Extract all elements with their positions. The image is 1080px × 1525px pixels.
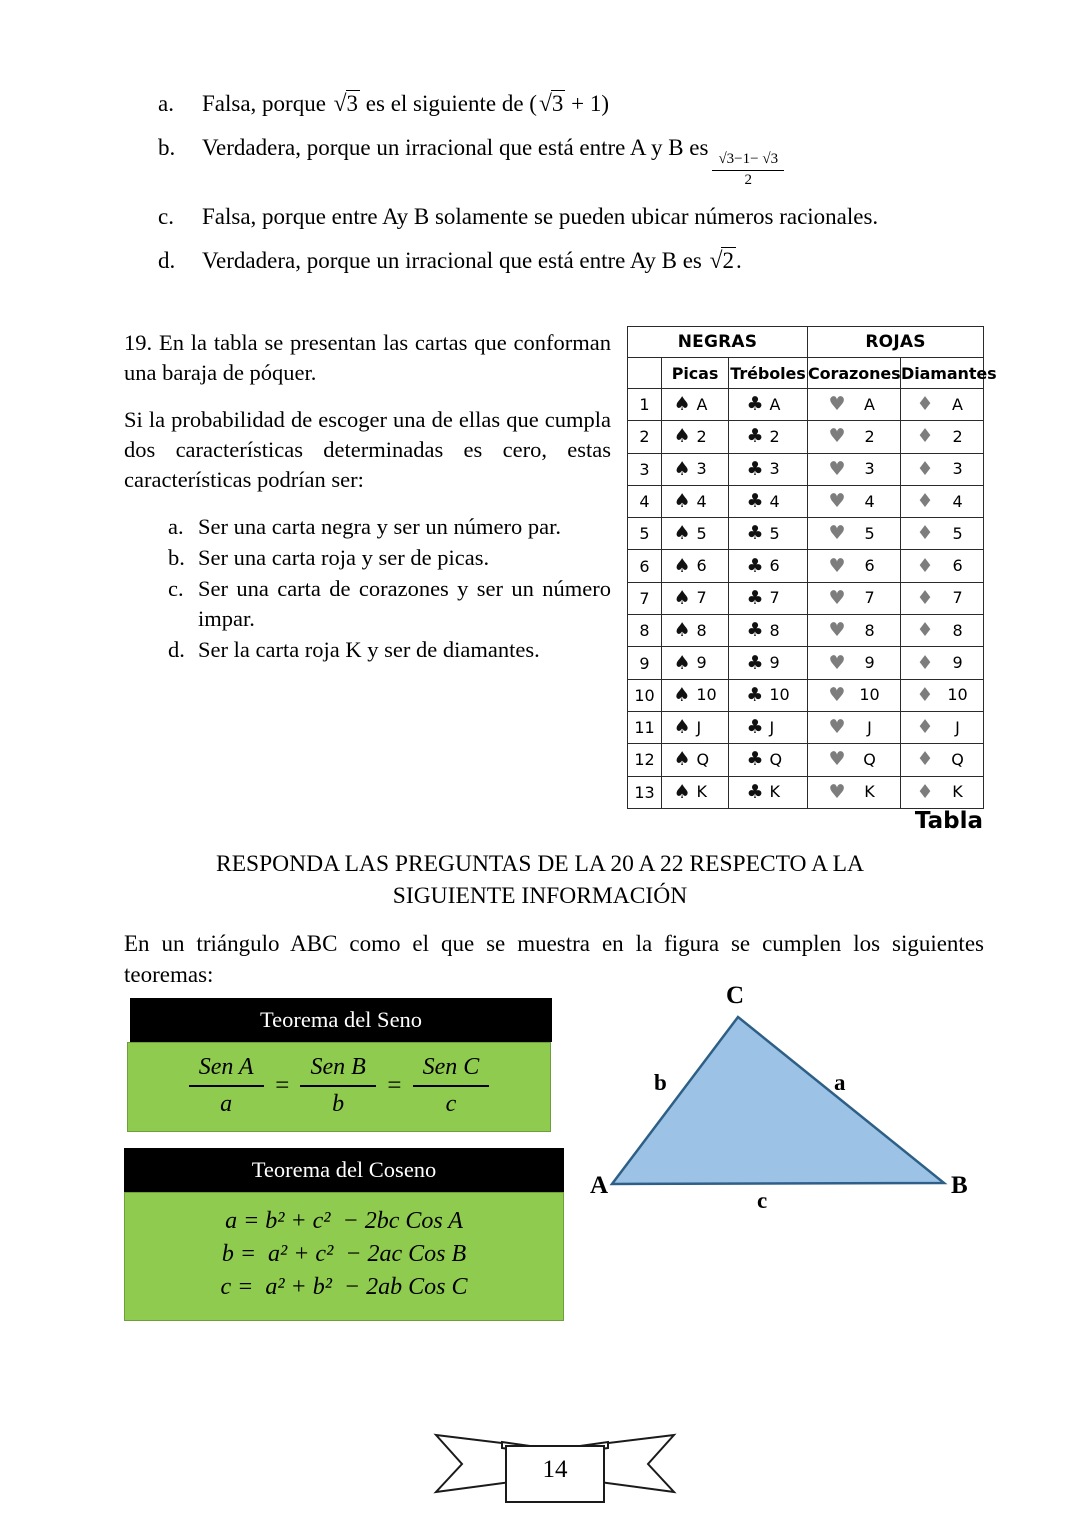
sine-numerator-c: Sen C <box>413 1053 490 1087</box>
card-cell-corazones <box>808 485 901 517</box>
suit-pip-corazones-icon: ♥ <box>828 586 846 609</box>
sine-term-1 <box>189 1053 264 1119</box>
question-19-block <box>124 328 611 666</box>
suit-pip-picas-icon: ♠ <box>673 651 691 674</box>
card-cell-picas <box>662 453 729 485</box>
table-row <box>628 679 984 711</box>
table-row <box>628 582 984 614</box>
row-index: 12 <box>628 744 662 776</box>
suit-pip-corazones-icon: ♥ <box>828 522 846 545</box>
card-rank: Q <box>951 749 964 769</box>
suit-pip-diamantes-icon: ♦ <box>916 780 934 803</box>
theorem-boxes <box>124 998 564 1337</box>
table-row <box>628 550 984 582</box>
sine-numerator-b: Sen B <box>300 1053 375 1087</box>
option-c <box>158 201 988 233</box>
sine-numerator-a: Sen A <box>189 1053 264 1087</box>
radicand: 3 <box>346 91 359 116</box>
option-prefix: Verdadera, porque un irracional que está entre A y B es <box>202 135 709 160</box>
suit-pip-picas-icon: ♠ <box>673 619 691 642</box>
option-d <box>158 245 988 277</box>
card-cell-tréboles <box>729 485 808 517</box>
card-rank: K <box>864 782 875 802</box>
card-rank: 2 <box>952 426 963 446</box>
card-rank: 2 <box>864 426 875 446</box>
suit-pip-tréboles-icon: ♣ <box>746 683 764 706</box>
card-cell-picas <box>662 550 729 582</box>
card-cell-corazones <box>808 582 901 614</box>
table-row <box>628 744 984 776</box>
card-rank: Q <box>769 749 783 769</box>
q19-option-b <box>168 543 611 573</box>
card-rank: 5 <box>864 523 875 543</box>
suit-pip-tréboles-icon: ♣ <box>746 619 764 642</box>
card-cell-tréboles <box>729 711 808 743</box>
card-rank: 8 <box>864 620 875 640</box>
card-cell-tréboles <box>729 615 808 647</box>
card-rank: A <box>696 394 708 414</box>
card-rank: J <box>696 717 702 737</box>
section-intro-paragraph: En un triángulo ABC como el que se muestra en la figura se cumplen los siguientes teoremas: <box>124 931 984 987</box>
card-table-head <box>628 327 997 389</box>
card-rank: 8 <box>769 620 780 640</box>
row-index: 6 <box>628 550 662 582</box>
suit-pip-corazones-icon: ♥ <box>828 619 846 642</box>
table-row <box>628 647 984 679</box>
card-rank: 6 <box>769 556 780 576</box>
card-cell-corazones <box>808 647 901 679</box>
sine-term-2 <box>300 1053 375 1119</box>
column-header-treboles: Tréboles <box>729 358 808 389</box>
cosine-equation-3: c = a² + b² − 2ab Cos C <box>220 1273 468 1300</box>
card-rank: 2 <box>769 426 780 446</box>
vertex-label-b: B <box>951 1172 968 1199</box>
option-text <box>202 132 988 189</box>
option-letter: b. <box>158 135 176 160</box>
card-rank: 4 <box>864 491 875 511</box>
card-rank: 7 <box>952 588 963 608</box>
group-header-negras: NEGRAS <box>628 327 808 358</box>
row-index: 13 <box>628 776 662 808</box>
theorem-cosine-title: Teorema del Coseno <box>124 1148 564 1192</box>
q19-option-a <box>168 512 611 542</box>
card-cell-corazones <box>808 518 901 550</box>
suit-pip-corazones-icon: ♥ <box>828 393 846 416</box>
q19-option-c <box>168 574 611 634</box>
triangle-shape <box>612 1017 944 1184</box>
suit-pip-picas-icon: ♠ <box>673 683 691 706</box>
suit-pip-corazones-icon: ♥ <box>828 490 846 513</box>
card-rank: 7 <box>864 588 875 608</box>
card-cell-picas <box>662 485 729 517</box>
suit-pip-tréboles-icon: ♣ <box>746 651 764 674</box>
option-letter: c. <box>168 576 184 601</box>
table-row <box>628 518 984 550</box>
row-index: 8 <box>628 615 662 647</box>
row-index: 9 <box>628 647 662 679</box>
option-text <box>202 88 988 120</box>
option-letter: b. <box>168 545 185 570</box>
card-cell-tréboles <box>729 647 808 679</box>
row-index: 2 <box>628 421 662 453</box>
suit-pip-picas-icon: ♠ <box>673 393 691 416</box>
card-cell-diamantes <box>901 679 984 711</box>
fraction-numerator: √3−1− √3 <box>712 151 784 170</box>
fraction-denominator: 2 <box>744 171 753 188</box>
card-cell-corazones <box>808 711 901 743</box>
card-rank: K <box>952 782 963 802</box>
radical-sign: √ <box>709 247 723 274</box>
card-cell-picas <box>662 647 729 679</box>
vertex-label-c: C <box>726 982 745 1009</box>
q19-option-d <box>168 635 611 665</box>
column-header-diamantes: Diamantes <box>901 358 984 389</box>
sine-law-equation <box>128 1053 550 1119</box>
row-index: 11 <box>628 711 662 743</box>
card-rank: 9 <box>864 653 875 673</box>
card-rank: Q <box>696 749 710 769</box>
suit-pip-diamantes-icon: ♦ <box>916 522 934 545</box>
option-letter: a. <box>168 514 184 539</box>
row-index: 4 <box>628 485 662 517</box>
card-table-body <box>628 389 984 809</box>
suit-pip-corazones-icon: ♥ <box>828 780 846 803</box>
option-letter: d. <box>168 637 185 662</box>
card-cell-diamantes <box>901 389 984 421</box>
suit-pip-diamantes-icon: ♦ <box>916 619 934 642</box>
card-cell-corazones <box>808 550 901 582</box>
theorem-sine-title: Teorema del Seno <box>130 998 552 1042</box>
card-rank: 8 <box>696 620 707 640</box>
card-rank: 7 <box>696 588 707 608</box>
section-heading-line-1: RESPONDA LAS PREGUNTAS DE LA 20 A 22 RESPECTO A LA <box>216 851 864 877</box>
option-prefix: Falsa, porque <box>202 91 332 116</box>
table-row <box>628 421 984 453</box>
suit-pip-corazones-icon: ♥ <box>828 748 846 771</box>
card-cell-picas <box>662 711 729 743</box>
section-heading-line-2: SIGUIENTE INFORMACIÓN <box>392 883 688 909</box>
suit-pip-diamantes-icon: ♦ <box>916 651 934 674</box>
sine-term-3 <box>413 1053 490 1119</box>
card-rank: 5 <box>769 523 780 543</box>
card-rank: 4 <box>696 491 707 511</box>
column-header-picas: Picas <box>662 358 729 389</box>
table-row <box>628 389 984 421</box>
card-rank: 3 <box>769 459 780 479</box>
sine-denominator-b: b <box>332 1090 345 1117</box>
card-cell-corazones <box>808 615 901 647</box>
group-header-rojas: ROJAS <box>808 327 984 358</box>
option-text: Ser una carta negra y ser un número par. <box>198 514 561 539</box>
suit-pip-diamantes-icon: ♦ <box>916 586 934 609</box>
option-text: Ser la carta roja K y ser de diamantes. <box>198 637 540 662</box>
suit-pip-diamantes-icon: ♦ <box>916 490 934 513</box>
table-row <box>628 453 984 485</box>
card-rank: 9 <box>952 653 963 673</box>
suit-pip-corazones-icon: ♥ <box>828 457 846 480</box>
suit-pip-diamantes-icon: ♦ <box>916 457 934 480</box>
suit-pip-corazones-icon: ♥ <box>828 554 846 577</box>
card-rank: K <box>696 782 708 802</box>
suit-pip-picas-icon: ♠ <box>673 716 691 739</box>
fraction <box>712 151 784 189</box>
card-cell-corazones <box>808 744 901 776</box>
suit-pip-tréboles-icon: ♣ <box>746 490 764 513</box>
card-cell-picas <box>662 615 729 647</box>
question-19-paragraph-1: 19. En la tabla se presentan las cartas que conforman una baraja de póquer. <box>124 330 611 385</box>
group-header-row <box>628 327 984 358</box>
card-cell-diamantes <box>901 744 984 776</box>
card-rank: 4 <box>952 491 963 511</box>
suit-pip-tréboles-icon: ♣ <box>746 748 764 771</box>
option-text: Ser una carta de corazones y ser un número impar. <box>198 576 611 631</box>
card-cell-tréboles <box>729 389 808 421</box>
option-suffix: + 1) <box>565 91 609 116</box>
equals-sign: = <box>385 1071 403 1099</box>
row-index: 5 <box>628 518 662 550</box>
card-rank: A <box>769 394 781 414</box>
card-rank: 2 <box>696 426 707 446</box>
option-suffix: . <box>735 247 742 273</box>
card-cell-picas <box>662 518 729 550</box>
sine-denominator-c: c <box>445 1090 457 1117</box>
radical-sign: √ <box>538 91 552 117</box>
triangle-svg <box>580 980 1000 1220</box>
row-index: 7 <box>628 582 662 614</box>
sine-denominator-a: a <box>220 1090 233 1117</box>
card-rank: 8 <box>952 620 963 640</box>
card-cell-diamantes <box>901 550 984 582</box>
suit-pip-diamantes-icon: ♦ <box>916 425 934 448</box>
option-letter: c. <box>158 203 174 229</box>
suit-pip-picas-icon: ♠ <box>673 554 691 577</box>
card-cell-tréboles <box>729 776 808 808</box>
card-rank: 3 <box>864 459 875 479</box>
suit-pip-picas-icon: ♠ <box>673 490 691 513</box>
option-a <box>158 88 988 120</box>
suit-pip-picas-icon: ♠ <box>673 748 691 771</box>
card-cell-diamantes <box>901 776 984 808</box>
card-cell-tréboles <box>729 744 808 776</box>
suit-pip-tréboles-icon: ♣ <box>746 522 764 545</box>
triangle-figure <box>580 980 1000 1220</box>
card-cell-diamantes <box>901 421 984 453</box>
card-rank: 6 <box>952 556 963 576</box>
poker-card-table <box>627 326 997 809</box>
card-rank: 10 <box>859 685 880 705</box>
card-rank: 10 <box>696 685 717 705</box>
suit-pip-diamantes-icon: ♦ <box>916 748 934 771</box>
card-cell-diamantes <box>901 582 984 614</box>
radicand: 3 <box>551 91 564 116</box>
card-cell-corazones <box>808 453 901 485</box>
card-cell-diamantes <box>901 485 984 517</box>
card-cell-tréboles <box>729 421 808 453</box>
side-label-c: c <box>757 1188 768 1213</box>
option-text: Ser una carta roja y ser de picas. <box>198 545 490 570</box>
theorem-cosine-box <box>124 1148 564 1321</box>
card-rank: K <box>769 782 781 802</box>
card-rank: 9 <box>769 653 780 673</box>
column-header-corazones: Corazones <box>808 358 901 389</box>
suit-pip-tréboles-icon: ♣ <box>746 393 764 416</box>
section-heading <box>140 848 940 912</box>
card-rank: 3 <box>696 459 707 479</box>
suit-pip-tréboles-icon: ♣ <box>746 457 764 480</box>
option-text: Falsa, porque entre Ay B solamente se pueden ubicar números racionales. <box>202 203 879 229</box>
page-number: 14 <box>542 1456 568 1483</box>
card-cell-corazones <box>808 389 901 421</box>
card-cell-tréboles <box>729 453 808 485</box>
card-cell-picas <box>662 776 729 808</box>
card-cell-diamantes <box>901 647 984 679</box>
side-label-a: a <box>834 1070 846 1095</box>
suit-pip-corazones-icon: ♥ <box>828 651 846 674</box>
table-row <box>628 485 984 517</box>
suit-pip-picas-icon: ♠ <box>673 457 691 480</box>
card-rank: Q <box>863 749 876 769</box>
theorem-sine-body <box>127 1042 551 1132</box>
suit-pip-tréboles-icon: ♣ <box>746 586 764 609</box>
card-rank: 10 <box>769 685 790 705</box>
suit-pip-tréboles-icon: ♣ <box>746 425 764 448</box>
card-rank: 5 <box>952 523 963 543</box>
side-label-b: b <box>654 1070 667 1095</box>
card-rank: 6 <box>864 556 875 576</box>
card-rank: 5 <box>696 523 707 543</box>
card-cell-tréboles <box>729 550 808 582</box>
row-index: 3 <box>628 453 662 485</box>
option-b <box>158 132 988 189</box>
vertex-label-a: A <box>590 1172 609 1199</box>
equals-sign: = <box>273 1071 291 1099</box>
card-cell-corazones <box>808 776 901 808</box>
card-rank: A <box>864 394 875 414</box>
card-cell-corazones <box>808 679 901 711</box>
card-cell-diamantes <box>901 518 984 550</box>
card-cell-picas <box>662 744 729 776</box>
card-cell-diamantes <box>901 615 984 647</box>
sqrt-expression <box>537 88 565 120</box>
table-caption: Tabla <box>914 808 983 834</box>
card-rank: 4 <box>769 491 780 511</box>
theorem-sine-box <box>124 998 564 1132</box>
card-cell-diamantes <box>901 711 984 743</box>
theorem-cosine-body <box>124 1192 564 1321</box>
option-letter: a. <box>158 91 174 116</box>
card-cell-picas <box>662 582 729 614</box>
card-rank: 7 <box>769 588 780 608</box>
card-rank: J <box>955 717 960 737</box>
suit-pip-picas-icon: ♠ <box>673 780 691 803</box>
option-text <box>202 245 988 277</box>
card-cell-corazones <box>808 421 901 453</box>
suit-pip-diamantes-icon: ♦ <box>916 554 934 577</box>
card-cell-picas <box>662 389 729 421</box>
card-rank: 6 <box>696 556 707 576</box>
card-cell-diamantes <box>901 453 984 485</box>
card-cell-picas <box>662 421 729 453</box>
column-header-row <box>628 358 984 389</box>
table-row <box>628 615 984 647</box>
card-cell-tréboles <box>729 518 808 550</box>
suit-pip-picas-icon: ♠ <box>673 586 691 609</box>
row-index: 1 <box>628 389 662 421</box>
option-letter: d. <box>158 247 176 273</box>
column-header-index <box>628 358 662 389</box>
suit-pip-picas-icon: ♠ <box>673 522 691 545</box>
table-row <box>628 711 984 743</box>
option-prefix: Verdadera, porque un irracional que está entre Ay B es <box>202 247 708 273</box>
suit-pip-tréboles-icon: ♣ <box>746 780 764 803</box>
radical-sign: √ <box>333 91 347 117</box>
card-cell-tréboles <box>729 679 808 711</box>
card-rank: J <box>867 717 872 737</box>
card-cell-picas <box>662 679 729 711</box>
card-rank: J <box>769 717 775 737</box>
suit-pip-diamantes-icon: ♦ <box>916 683 934 706</box>
card-rank: 10 <box>947 685 968 705</box>
question-19-options <box>124 512 611 665</box>
suit-pip-corazones-icon: ♥ <box>828 683 846 706</box>
card-rank: 3 <box>952 459 963 479</box>
cosine-equation-1: a = b² + c² − 2bc Cos A <box>225 1207 463 1234</box>
cosine-equation-2: b = a² + c² − 2ac Cos B <box>221 1240 467 1267</box>
option-middle: es el siguiente de ( <box>360 91 537 116</box>
suit-pip-diamantes-icon: ♦ <box>916 716 934 739</box>
card-rank: A <box>952 394 963 414</box>
suit-pip-corazones-icon: ♥ <box>828 716 846 739</box>
top-answer-options <box>158 88 988 289</box>
table-row <box>628 776 984 808</box>
suit-pip-tréboles-icon: ♣ <box>746 554 764 577</box>
card-cell-tréboles <box>729 582 808 614</box>
card-rank: 9 <box>696 653 707 673</box>
sqrt-expression <box>708 245 736 277</box>
radicand: 2 <box>722 247 734 273</box>
sqrt-expression <box>332 88 360 120</box>
card-table <box>627 326 997 809</box>
question-19-paragraph-2: Si la probabilidad de escoger una de ellas que cumpla dos características determinadas es cero, estas características podrían ser: <box>124 407 611 492</box>
suit-pip-tréboles-icon: ♣ <box>746 716 764 739</box>
suit-pip-corazones-icon: ♥ <box>828 425 846 448</box>
row-index: 10 <box>628 679 662 711</box>
suit-pip-diamantes-icon: ♦ <box>916 393 934 416</box>
suit-pip-picas-icon: ♠ <box>673 425 691 448</box>
